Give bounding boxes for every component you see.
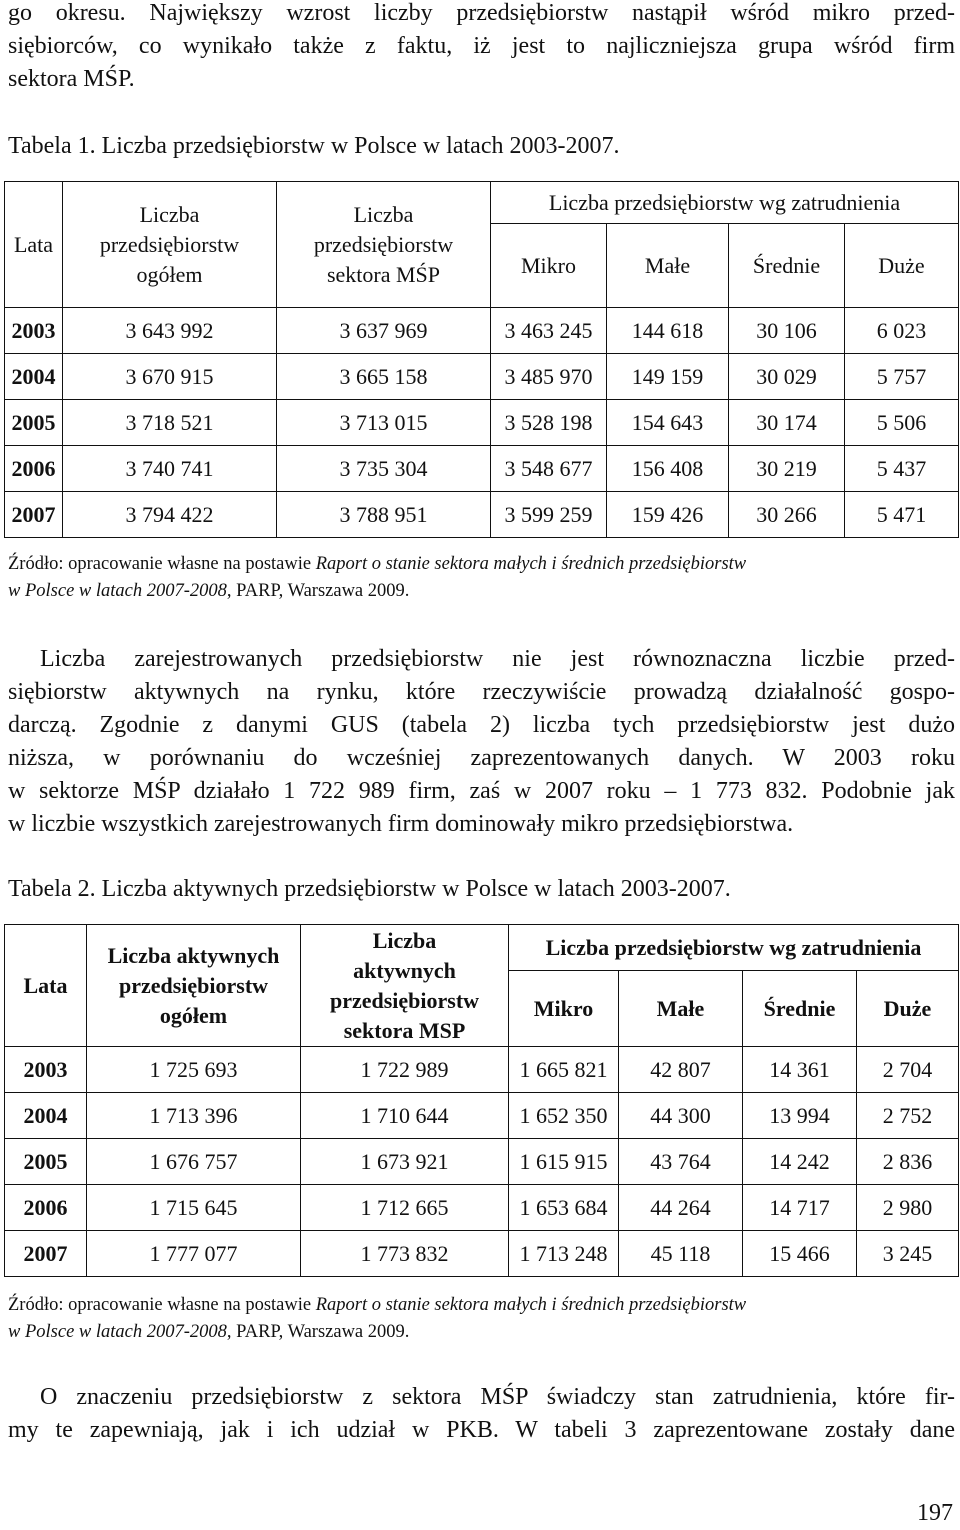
table1-source: Źródło: opracowanie własne na postawie Raport o stanie sektora małych i średnich przedsiębiorstw w Polsce w latach 2007-2008, PARP, Warszawa 2009.: [8, 554, 747, 601]
value-cell: 1 713 248: [509, 1231, 619, 1277]
value-cell: 1 712 665: [301, 1185, 509, 1231]
value-cell: 1 615 915: [509, 1139, 619, 1185]
year-cell: 2003: [5, 308, 63, 354]
value-cell: 5 471: [845, 492, 959, 538]
value-cell: 1 652 350: [509, 1093, 619, 1139]
value-cell: 3 794 422: [63, 492, 277, 538]
header-msp: Liczba przedsiębiorstw sektora MŚP: [277, 182, 491, 308]
value-cell: 45 118: [619, 1231, 743, 1277]
table-row: [5, 492, 959, 538]
value-cell: 154 643: [607, 400, 729, 446]
year-cell: 2007: [5, 492, 63, 538]
table-row: [5, 1093, 959, 1139]
value-cell: 3 665 158: [277, 354, 491, 400]
header-mikro: Mikro: [491, 224, 607, 308]
value-cell: 149 159: [607, 354, 729, 400]
header-total: Liczba przedsiębiorstw ogółem: [63, 182, 277, 308]
value-cell: 2 980: [857, 1185, 959, 1231]
value-cell: 3 713 015: [277, 400, 491, 446]
table-row: [5, 354, 959, 400]
value-cell: 30 029: [729, 354, 845, 400]
table-row: [5, 1231, 959, 1277]
header-male: Małe: [607, 224, 729, 308]
value-cell: 1 722 989: [301, 1047, 509, 1093]
table1: [4, 181, 959, 538]
value-cell: 3 528 198: [491, 400, 607, 446]
intro-line: go okresu. Największy wzrost liczby przedsiębiorstw nastąpił wśród mikro przed-: [8, 0, 955, 26]
table1-body: [5, 308, 959, 538]
value-cell: 1 653 684: [509, 1185, 619, 1231]
value-cell: 1 710 644: [301, 1093, 509, 1139]
year-cell: 2006: [5, 446, 63, 492]
value-cell: 3 740 741: [63, 446, 277, 492]
header-group: Liczba przedsiębiorstw wg zatrudnienia: [509, 925, 959, 971]
value-cell: 3 735 304: [277, 446, 491, 492]
value-cell: 2 752: [857, 1093, 959, 1139]
value-cell: 1 773 832: [301, 1231, 509, 1277]
middle-line: Liczba zarejestrowanych przedsiębiorstw nie jest równoznaczna liczbie przed-: [40, 646, 955, 672]
value-cell: 14 361: [743, 1047, 857, 1093]
value-cell: 5 506: [845, 400, 959, 446]
table-row: [5, 446, 959, 492]
year-cell: 2007: [5, 1231, 87, 1277]
header-group: Liczba przedsiębiorstw wg zatrudnienia: [491, 182, 959, 224]
year-cell: 2005: [5, 400, 63, 446]
header-mikro: Mikro: [509, 971, 619, 1047]
table-row: [5, 400, 959, 446]
middle-line: niższa, w porównaniu do wcześniej zaprezentowanych danych. W 2003 roku: [8, 745, 955, 771]
middle-line: siębiorstw aktywnych na rynku, które rzeczywiście prowadzą działalność gospo-: [8, 679, 955, 705]
value-cell: 44 264: [619, 1185, 743, 1231]
value-cell: 3 643 992: [63, 308, 277, 354]
middle-line: darczą. Zgodnie z danymi GUS (tabela 2) liczba tych przedsiębiorstw jest dużo: [8, 712, 955, 738]
value-cell: 1 673 921: [301, 1139, 509, 1185]
page-number: 197: [917, 1500, 953, 1526]
value-cell: 1 713 396: [87, 1093, 301, 1139]
middle-line: w sektorze MŚP działało 1 722 989 firm, zaś w 2007 roku – 1 773 832. Podobnie jak: [8, 778, 955, 804]
value-cell: 3 463 245: [491, 308, 607, 354]
closing-paragraph: [8, 1381, 955, 1447]
value-cell: 5 757: [845, 354, 959, 400]
value-cell: 1 676 757: [87, 1139, 301, 1185]
table2-source: Źródło: opracowanie własne na postawie Raport o stanie sektora małych i średnich przedsiębiorstw w Polsce w latach 2007-2008, PARP, Warszawa 2009.: [8, 1295, 747, 1342]
value-cell: 30 106: [729, 308, 845, 354]
table-row: [5, 308, 959, 354]
header-duze: Duże: [845, 224, 959, 308]
year-cell: 2004: [5, 1093, 87, 1139]
year-cell: 2003: [5, 1047, 87, 1093]
header-lata: Lata: [5, 182, 63, 308]
year-cell: 2004: [5, 354, 63, 400]
middle-paragraph: [8, 643, 955, 841]
value-cell: 3 245: [857, 1231, 959, 1277]
header-msp: Liczba aktywnych przedsiębiorstw sektora MSP: [301, 925, 509, 1047]
value-cell: 1 725 693: [87, 1047, 301, 1093]
header-male: Małe: [619, 971, 743, 1047]
value-cell: 44 300: [619, 1093, 743, 1139]
value-cell: 13 994: [743, 1093, 857, 1139]
value-cell: 159 426: [607, 492, 729, 538]
table2-body: [5, 1047, 959, 1277]
header-srednie: Średnie: [743, 971, 857, 1047]
value-cell: 43 764: [619, 1139, 743, 1185]
value-cell: 14 717: [743, 1185, 857, 1231]
intro-line: siębiorców, co wynikało także z faktu, iż jest to najliczniejsza grupa wśród firm: [8, 33, 955, 59]
header-lata: Lata: [5, 925, 87, 1047]
table-row: [5, 1185, 959, 1231]
value-cell: 1 665 821: [509, 1047, 619, 1093]
value-cell: 3 670 915: [63, 354, 277, 400]
value-cell: 15 466: [743, 1231, 857, 1277]
header-srednie: Średnie: [729, 224, 845, 308]
value-cell: 2 836: [857, 1139, 959, 1185]
value-cell: 156 408: [607, 446, 729, 492]
closing-line: O znaczeniu przedsiębiorstw z sektora MŚP świadczy stan zatrudnienia, które fir-: [40, 1384, 955, 1410]
middle-line: w liczbie wszystkich zarejestrowanych firm dominowały mikro przedsiębiorstwa.: [8, 811, 794, 837]
intro-paragraph: [8, 0, 955, 96]
value-cell: 1 777 077: [87, 1231, 301, 1277]
value-cell: 2 704: [857, 1047, 959, 1093]
year-cell: 2006: [5, 1185, 87, 1231]
value-cell: 42 807: [619, 1047, 743, 1093]
value-cell: 14 242: [743, 1139, 857, 1185]
table-row: [5, 1139, 959, 1185]
value-cell: 5 437: [845, 446, 959, 492]
table2-caption: Tabela 2. Liczba aktywnych przedsiębiorstw w Polsce w latach 2003-2007.: [8, 876, 731, 902]
value-cell: 3 485 970: [491, 354, 607, 400]
header-total: Liczba aktywnych przedsiębiorstw ogółem: [87, 925, 301, 1047]
value-cell: 30 174: [729, 400, 845, 446]
table-row: [5, 1047, 959, 1093]
value-cell: 144 618: [607, 308, 729, 354]
intro-line: sektora MŚP.: [8, 66, 135, 92]
value-cell: 3 637 969: [277, 308, 491, 354]
value-cell: 30 219: [729, 446, 845, 492]
header-duze: Duże: [857, 971, 959, 1047]
value-cell: 30 266: [729, 492, 845, 538]
value-cell: 6 023: [845, 308, 959, 354]
value-cell: 3 718 521: [63, 400, 277, 446]
value-cell: 3 548 677: [491, 446, 607, 492]
value-cell: 3 788 951: [277, 492, 491, 538]
value-cell: 3 599 259: [491, 492, 607, 538]
value-cell: 1 715 645: [87, 1185, 301, 1231]
closing-line: my te zapewniają, jak i ich udział w PKB. W tabeli 3 zaprezentowane zostały dane: [8, 1417, 955, 1443]
table2: [4, 924, 959, 1277]
table1-caption: Tabela 1. Liczba przedsiębiorstw w Polsce w latach 2003-2007.: [8, 133, 620, 159]
year-cell: 2005: [5, 1139, 87, 1185]
